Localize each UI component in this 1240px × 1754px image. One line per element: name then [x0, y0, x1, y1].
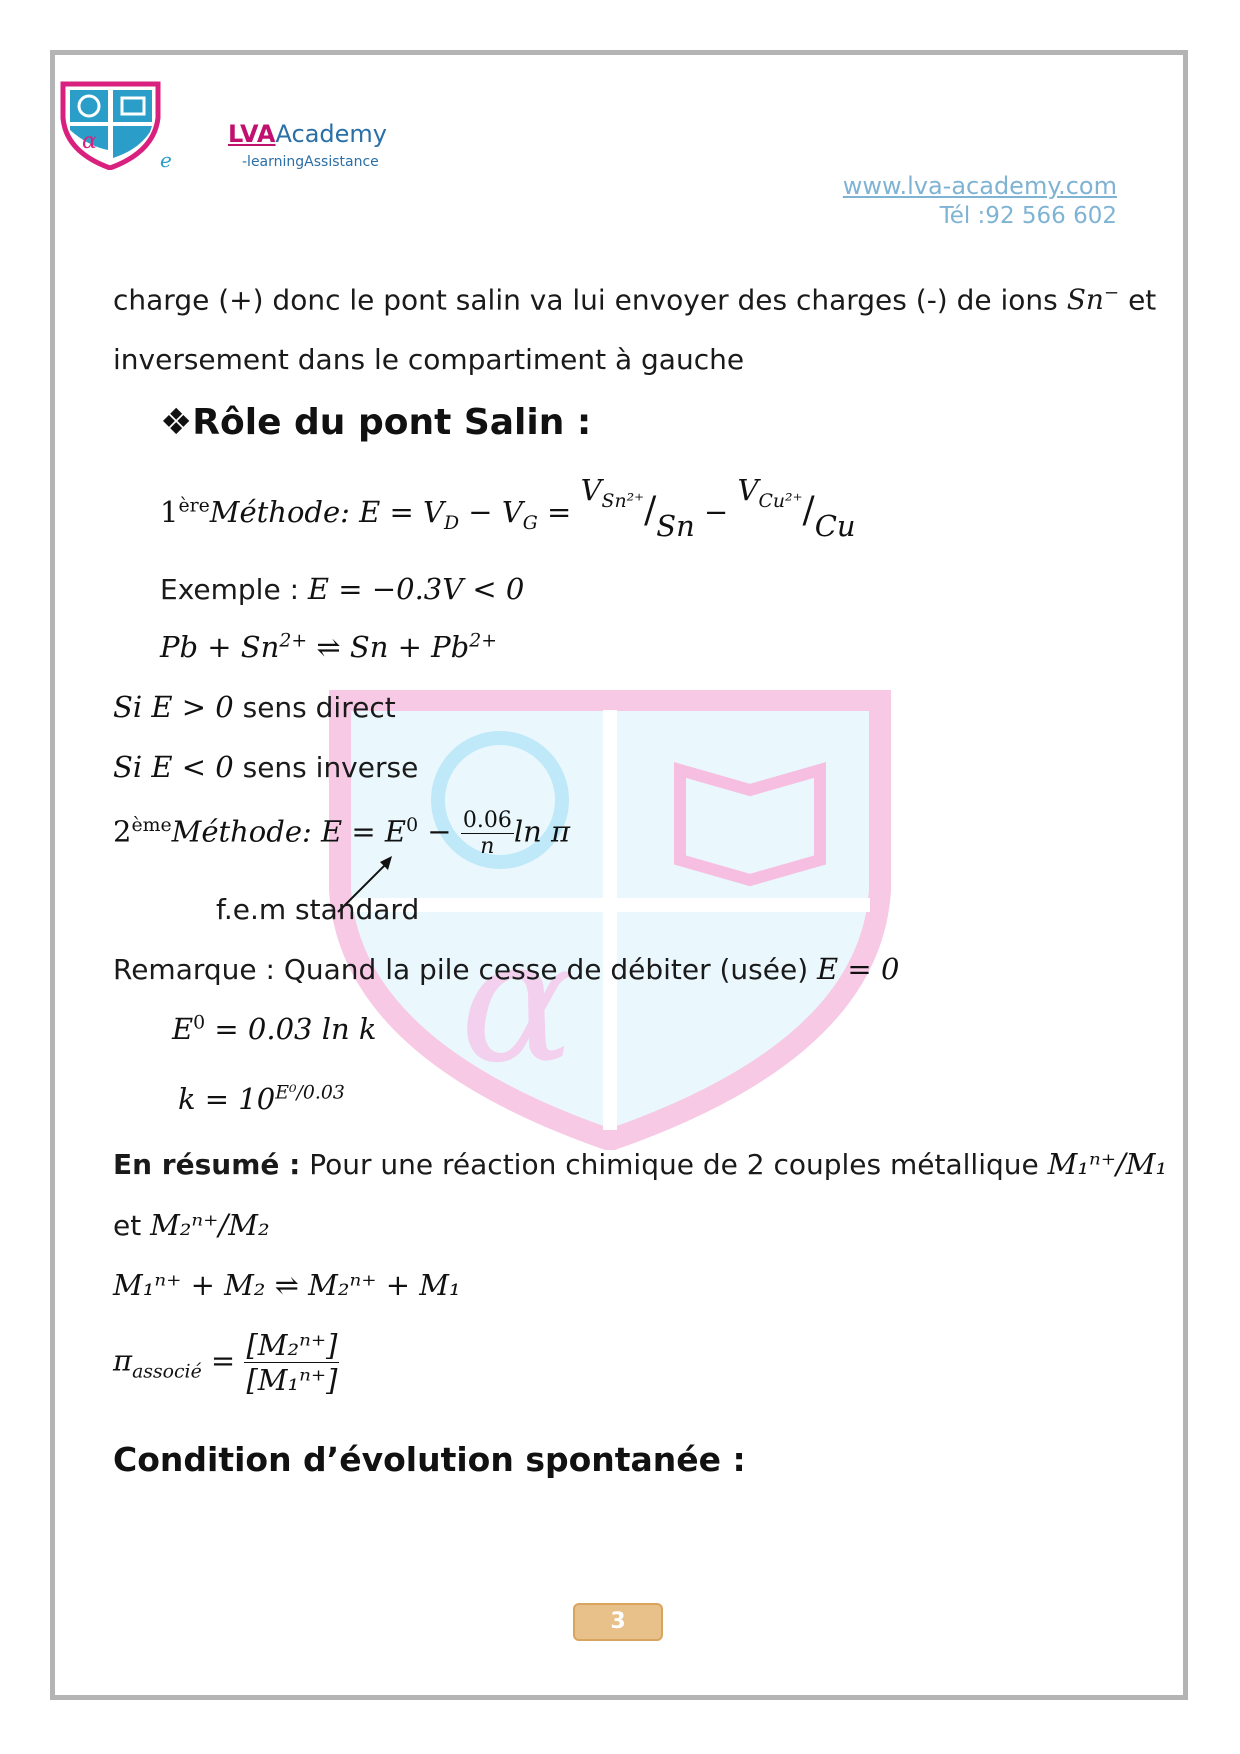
exemple-line: Exemple : E = −0.3V < 0 [160, 572, 525, 606]
reaction-pb-sn: $Pb + Sn^{2+}$ ⇌ $Sn + Pb^{2+}$ [160, 630, 498, 664]
heading-condition-evolution: Condition d’évolution spontanée : [113, 1440, 746, 1479]
condition-inverse: Si E < 0 sens inverse [113, 750, 419, 784]
k-equation: $k = 10^{E^0/0.03}$ [178, 1082, 345, 1116]
website-link[interactable]: www.lva-academy.com [842, 172, 1117, 200]
brand-name [228, 120, 387, 148]
academy-logo-icon [58, 80, 163, 170]
brand-academy: Academy [275, 120, 387, 148]
heading-role-pont-salin: ❖Rôle du pont Salin : [160, 402, 592, 443]
phone-number: Tél :92 566 602 [939, 203, 1117, 229]
e0-equation: $E^0 = 0.03$ ln k [172, 1012, 377, 1046]
reaction-m1-m2: M₁ⁿ⁺ + M₂ ⇌ M₂ⁿ⁺ + M₁ [113, 1268, 461, 1302]
condition-direct: Si E > 0 sens direct [113, 690, 396, 724]
paragraph-line-1: charge (+) donc le pont salin va lui envoyer des charges (-) de ions Sn− et [113, 283, 1157, 317]
brand-tagline: -learningAssistance [242, 154, 379, 170]
paragraph-line-2: inversement dans le compartiment à gauche [113, 343, 745, 376]
pi-associe-equation: $\pi_{associé}$ = $\frac{\text{[M₂ⁿ⁺]}}{\text{[M₁ⁿ⁺]}}$ [113, 1328, 338, 1397]
et-line: et M₂ⁿ⁺/M₂ [113, 1208, 270, 1242]
method-1-equation: 1èreMéthode: $E = V_D - V_G = V_{Sn^{2+}}/Sn - V_{Cu^{2+}}/Cu$ [160, 473, 856, 543]
resume-line: En résumé : Pour une réaction chimique de 2 couples métallique M₁ⁿ⁺/M₁ [113, 1147, 1168, 1181]
svg-text:α: α [82, 129, 97, 154]
fem-standard-label: f.e.m standard [216, 893, 420, 926]
page-number-badge: 3 [573, 1603, 663, 1641]
svg-text:α: α [460, 903, 575, 1101]
brand-lva: LVA [228, 120, 276, 148]
remarque-line: Remarque : Quand la pile cesse de débiter (usée) E = 0 [113, 952, 900, 986]
method-2-equation: 2èmeMéthode: $E = E^0$ − $\frac{0.06}{n}$ ln π [113, 808, 571, 859]
logo-e-letter: e [160, 148, 172, 172]
